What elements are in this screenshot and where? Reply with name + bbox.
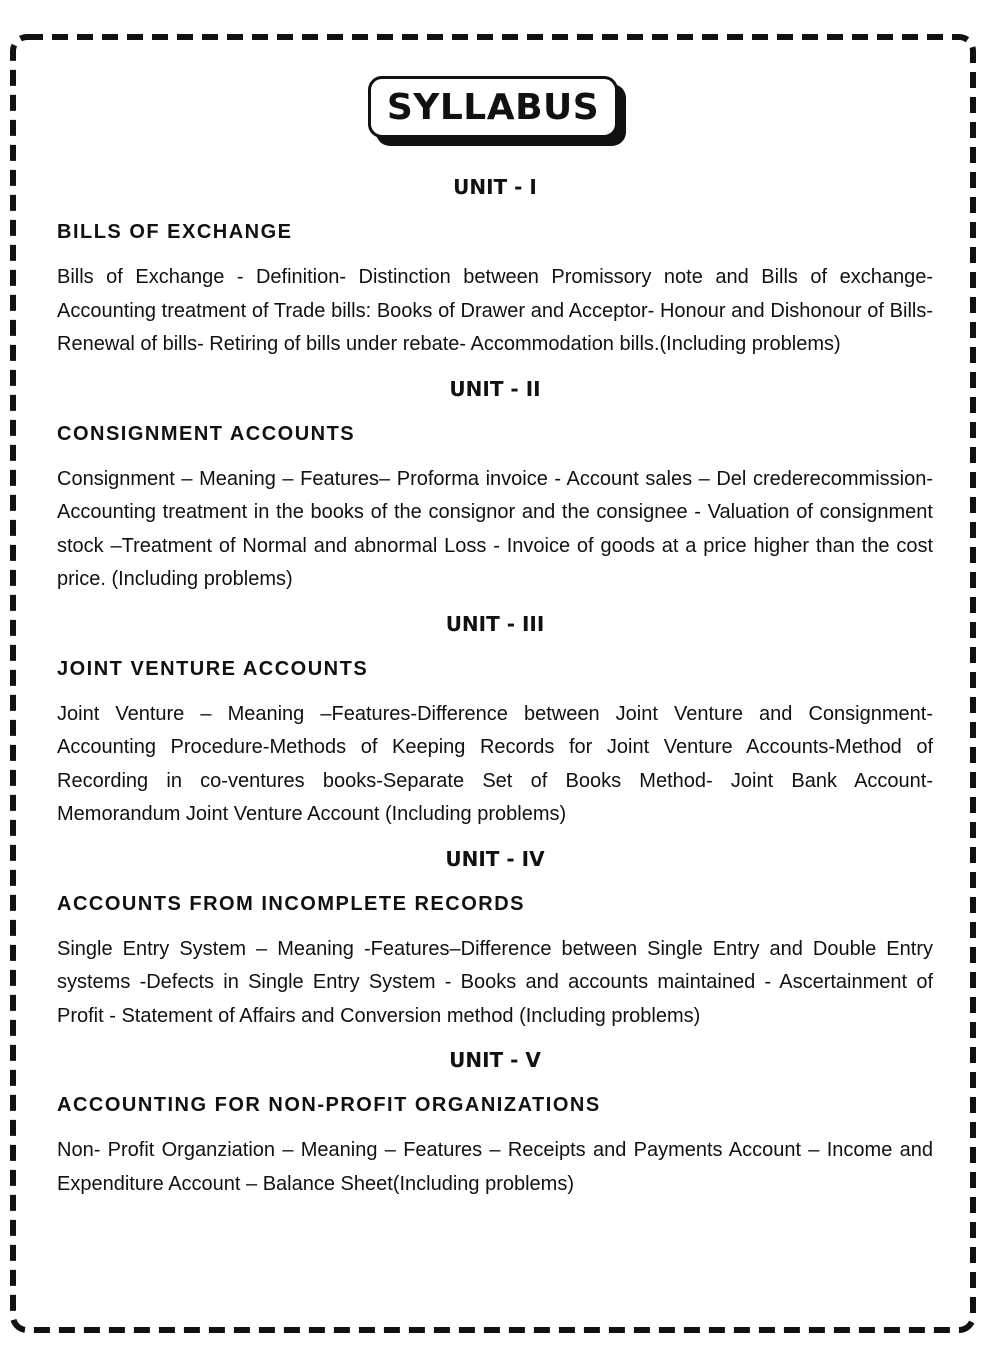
unit-heading: UNIT - III — [445, 611, 545, 636]
syllabus-content — [57, 172, 933, 1201]
section-body: Non- Profit Organziation – Meaning – Features – Receipts and Payments Account – Income and Expenditure Account – Balance Sheet(Including problems) — [57, 1139, 933, 1195]
unit-heading: UNIT - I — [453, 175, 537, 199]
unit-3 — [57, 609, 933, 832]
unit-1 — [57, 172, 933, 362]
unit-2 — [57, 374, 933, 597]
syllabus-title-badge — [368, 76, 626, 146]
unit-5 — [57, 1045, 933, 1201]
unit-heading: UNIT - II — [449, 376, 541, 401]
unit-heading: UNIT - IV — [445, 846, 545, 871]
section-title: ACCOUNTING FOR NON-PROFIT ORGANIZATIONS — [57, 1094, 601, 1116]
section-body: Consignment – Meaning – Features– Proforma invoice - Account sales – Del crederecommission- Accounting treatment in the books of the consignor and the consignee - Valuation of consignment stock –Treatment of Normal and abnormal Loss - Invoice of goods at a price higher than the cost price. (Including problems) — [57, 467, 933, 590]
unit-4 — [57, 844, 933, 1034]
section-body: Single Entry System – Meaning -Features–Difference between Single Entry and Double Entry systems -Defects in Single Entry System - Books and accounts maintained - Ascertainment of Profit - Statement of Affairs and Conversion method (Including problems) — [57, 937, 933, 1027]
section-title: ACCOUNTS FROM INCOMPLETE RECORDS — [57, 892, 525, 915]
page-title: SYLLABUS — [368, 76, 618, 138]
section-body: Joint Venture – Meaning –Features-Difference between Joint Venture and Consignment- Accounting Procedure-Methods of Keeping Records for Joint Venture Accounts-Method of Recording in co-ventures books-Separate Set of Books Method- Joint Bank Account- Memorandum Joint Venture Account (Including problems) — [57, 702, 933, 825]
section-body: Bills of Exchange - Definition- Distinction between Promissory note and Bills of exchange-Accounting treatment of Trade bills: Books of Drawer and Acceptor- Honour and Dishonour of Bills- Renewal of bills- Retiring of bills under rebate- Accommodation bills.(Including problems) — [57, 266, 933, 355]
section-title: CONSIGNMENT ACCOUNTS — [57, 422, 356, 445]
section-title: JOINT VENTURE ACCOUNTS — [57, 657, 369, 680]
section-title: BILLS OF EXCHANGE — [57, 221, 293, 243]
unit-heading: UNIT - V — [449, 1048, 541, 1072]
